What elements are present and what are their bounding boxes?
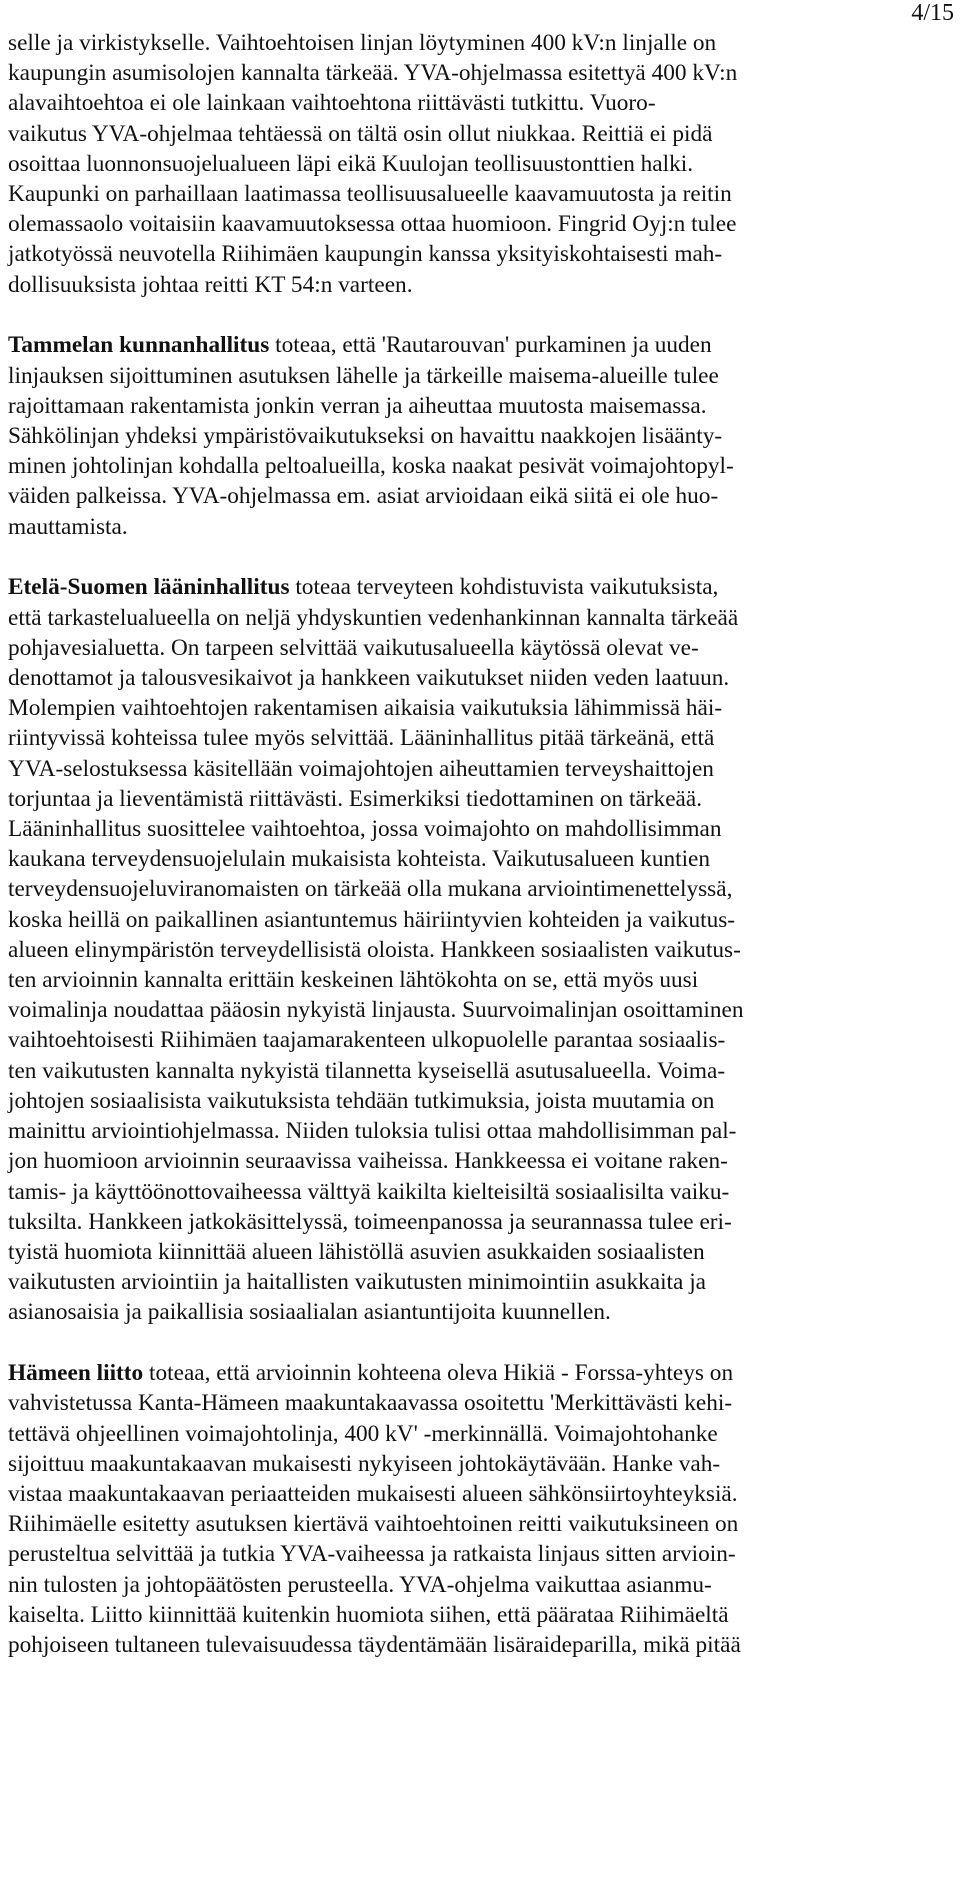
text-line: voimalinja noudattaa pääosin nykyistä linjausta. Suurvoimalinjan osoittaminen bbox=[8, 997, 744, 1024]
text-line: Molempien vaihtoehtojen rakentamisen aikaisia vaikutuksia lähimmissä häi- bbox=[8, 695, 723, 722]
text-line: Kaupunki on parhaillaan laatimassa teollisuusalueelle kaavamuutosta ja reitin bbox=[8, 181, 732, 208]
text-line bbox=[8, 330, 956, 360]
text-line: denottamot ja talousvesikaivot ja hankkeen vaikutukset niiden veden laatuun. bbox=[8, 665, 730, 692]
text-fragment: toteaa terveyteen kohdistuvista vaikutuksista, bbox=[289, 574, 719, 601]
text-line: mainittu arviointiohjelmassa. Niiden tuloksia tulisi ottaa mahdollisimman pal- bbox=[8, 1118, 737, 1145]
text-line: Lääninhallitus suosittelee vaihtoehtoa, jossa voimajohto on mahdollisimman bbox=[8, 816, 722, 843]
paragraph-laaninhallitus bbox=[8, 572, 960, 1327]
text-line: dollisuuksista johtaa reitti KT 54:n varteen. bbox=[8, 271, 413, 298]
text-line: tuksilta. Hankkeen jatkokäsittelyssä, toimeenpanossa ja seurannassa tulee eri- bbox=[8, 1208, 732, 1235]
text-line: vistaa maakuntakaavan periaatteiden mukaisesti alueen sähkönsiirtoyhteyksiä. bbox=[8, 1480, 738, 1507]
text-line: koska heillä on paikallinen asiantuntemus häiriintyvien kohteiden ja vaikutus- bbox=[8, 906, 736, 933]
document-body bbox=[8, 28, 960, 1660]
text-line: kaukana terveydensuojelulain mukaisista kohteista. Vaikutusalueen kuntien bbox=[8, 846, 711, 873]
text-line: perusteltua selvittää ja tutkia YVA-vaiheessa ja ratkaista linjaus sitten arvioin- bbox=[8, 1541, 736, 1568]
text-line: alueen elinympäristön terveydellisistä oloista. Hankkeen sosiaalisten vaikutus- bbox=[8, 936, 741, 963]
org-name: Etelä-Suomen lääninhallitus bbox=[8, 574, 290, 601]
text-line: pohjavesialuetta. On tarpeen selvittää vaikutusalueella käytössä olevat ve- bbox=[8, 634, 699, 661]
text-line: johtojen sosiaalisista vaikutuksista tehdään tutkimuksia, joista muutamia on bbox=[8, 1087, 715, 1114]
text-line: tamis- ja käyttöönottovaiheessa välttyä kaikilta kielteisiltä sosiaalisilta vaiku- bbox=[8, 1178, 730, 1205]
text-line: pohjoiseen tultaneen tulevaisuudessa täydentämään lisäraideparilla, mikä pitää bbox=[8, 1631, 741, 1658]
text-line: vahvistetussa Kanta-Hämeen maakuntakaavassa osoitettu 'Merkittävästi kehi- bbox=[8, 1390, 733, 1417]
text-line bbox=[8, 1358, 956, 1388]
text-line: torjuntaa ja lieventämistä riittävästi. Esimerkiksi tiedottaminen on tärkeää. bbox=[8, 785, 703, 812]
text-line: ten vaikutusten kannalta nykyistä tilannetta kyseisellä asutusalueella. Voima- bbox=[8, 1057, 726, 1084]
text-fragment: toteaa, että arvioinnin kohteena oleva Hikiä - Forssa-yhteys on bbox=[143, 1360, 734, 1387]
text-line: osoittaa luonnonsuojelualueen läpi eikä Kuulojan teollisuustonttien halki. bbox=[8, 150, 694, 177]
text-line: että tarkastelualueella on neljä yhdyskuntien vedenhankinnan kannalta tärkeää bbox=[8, 604, 739, 631]
text-fragment: toteaa, että 'Rautarouvan' purkaminen ja uuden bbox=[269, 332, 712, 359]
text-line: nin tulosten ja johtopäätösten perusteella. YVA-ohjelma vaikuttaa asianmu- bbox=[8, 1571, 712, 1598]
text-line: Sähkölinjan yhdeksi ympäristövaikutukseksi on havaittu naakkojen lisäänty- bbox=[8, 423, 723, 450]
text-line: sijoittuu maakuntakaavan mukaisesti nykyiseen johtokäytävään. Hanke vah- bbox=[8, 1450, 721, 1477]
text-line: jon huomioon arvioinnin seuraavissa vaiheissa. Hankkeessa ei voitane raken- bbox=[8, 1148, 728, 1175]
page-number: 4/15 bbox=[911, 0, 954, 26]
text-line: alavaihtoehtoa ei ole lainkaan vaihtoehtona riittävästi tutkittu. Vuoro- bbox=[8, 90, 656, 117]
org-name: Tammelan kunnanhallitus bbox=[8, 332, 270, 359]
text-line: terveydensuojeluviranomaisten on tärkeää olla mukana arviointimenettelyssä, bbox=[8, 876, 733, 903]
text-line: mauttamista. bbox=[8, 513, 128, 540]
text-line: rajoittamaan rakentamista jonkin verran ja aiheuttaa muutosta maisemassa. bbox=[8, 392, 707, 419]
text-line: YVA-selostuksessa käsitellään voimajohtojen aiheuttamien terveyshaittojen bbox=[8, 755, 714, 782]
text-line: asianosaisia ja paikallisia sosiaalialan asiantuntijoita kuunnellen. bbox=[8, 1299, 611, 1326]
paragraph-hameen-liitto bbox=[8, 1358, 960, 1660]
text-line: kaiselta. Liitto kiinnittää kuitenkin huomiota siihen, että päärataa Riihimäeltä bbox=[8, 1601, 729, 1628]
text-line: selle ja virkistykselle. Vaihtoehtoisen linjan löytyminen 400 kV:n linjalle on bbox=[8, 30, 717, 56]
text-line: vaikutus YVA-ohjelmaa tehtäessä on tältä osin ollut niukkaa. Reittiä ei pidä bbox=[8, 120, 713, 147]
text-line: Riihimäelle esitetty asutuksen kiertävä vaihtoehtoinen reitti vaikutuksineen on bbox=[8, 1511, 739, 1538]
text-line: kaupungin asumisolojen kannalta tärkeää. YVA-ohjelmassa esitettyä 400 kV:n bbox=[8, 60, 738, 87]
text-line: vaihtoehtoisesti Riihimäen taajamarakenteen ulkopuolelle parantaa sosiaalis- bbox=[8, 1027, 726, 1054]
text-line: minen johtolinjan kohdalla peltoalueilla, koska naakat pesivät voimajohtopyl- bbox=[8, 453, 734, 480]
text-line: linjauksen sijoittuminen asutuksen lähelle ja tärkeille maisema-alueille tulee bbox=[8, 362, 719, 389]
text-line: riintyvissä kohteissa tulee myös selvittää. Lääninhallitus pitää tärkeänä, että bbox=[8, 725, 715, 752]
text-line: tettävä ohjeellinen voimajohtolinja, 400 kV' -merkinnällä. Voimajohtohanke bbox=[8, 1420, 718, 1447]
text-line: jatkotyössä neuvotella Riihimäen kaupungin kanssa yksityiskohtaisesti mah- bbox=[8, 241, 723, 268]
text-line: vaikutusten arviointiin ja haitallisten vaikutusten minimointiin asukkaita ja bbox=[8, 1269, 707, 1296]
text-line: olemassaolo voitaisiin kaavamuutoksessa ottaa huomioon. Fingrid Oyj:n tulee bbox=[8, 211, 737, 238]
text-line: tyistä huomiota kiinnittää alueen lähistöllä asuvien asukkaiden sosiaalisten bbox=[8, 1238, 705, 1265]
paragraph-riihimaki bbox=[8, 28, 960, 300]
text-line: väiden palkeissa. YVA-ohjelmassa em. asiat arvioidaan eikä siitä ei ole huo- bbox=[8, 483, 719, 510]
text-line: ten arvioinnin kannalta erittäin keskeinen lähtökohta on se, että myös uusi bbox=[8, 967, 699, 994]
org-name: Hämeen liitto bbox=[8, 1360, 144, 1387]
text-line bbox=[8, 572, 956, 602]
paragraph-tammela bbox=[8, 330, 960, 541]
